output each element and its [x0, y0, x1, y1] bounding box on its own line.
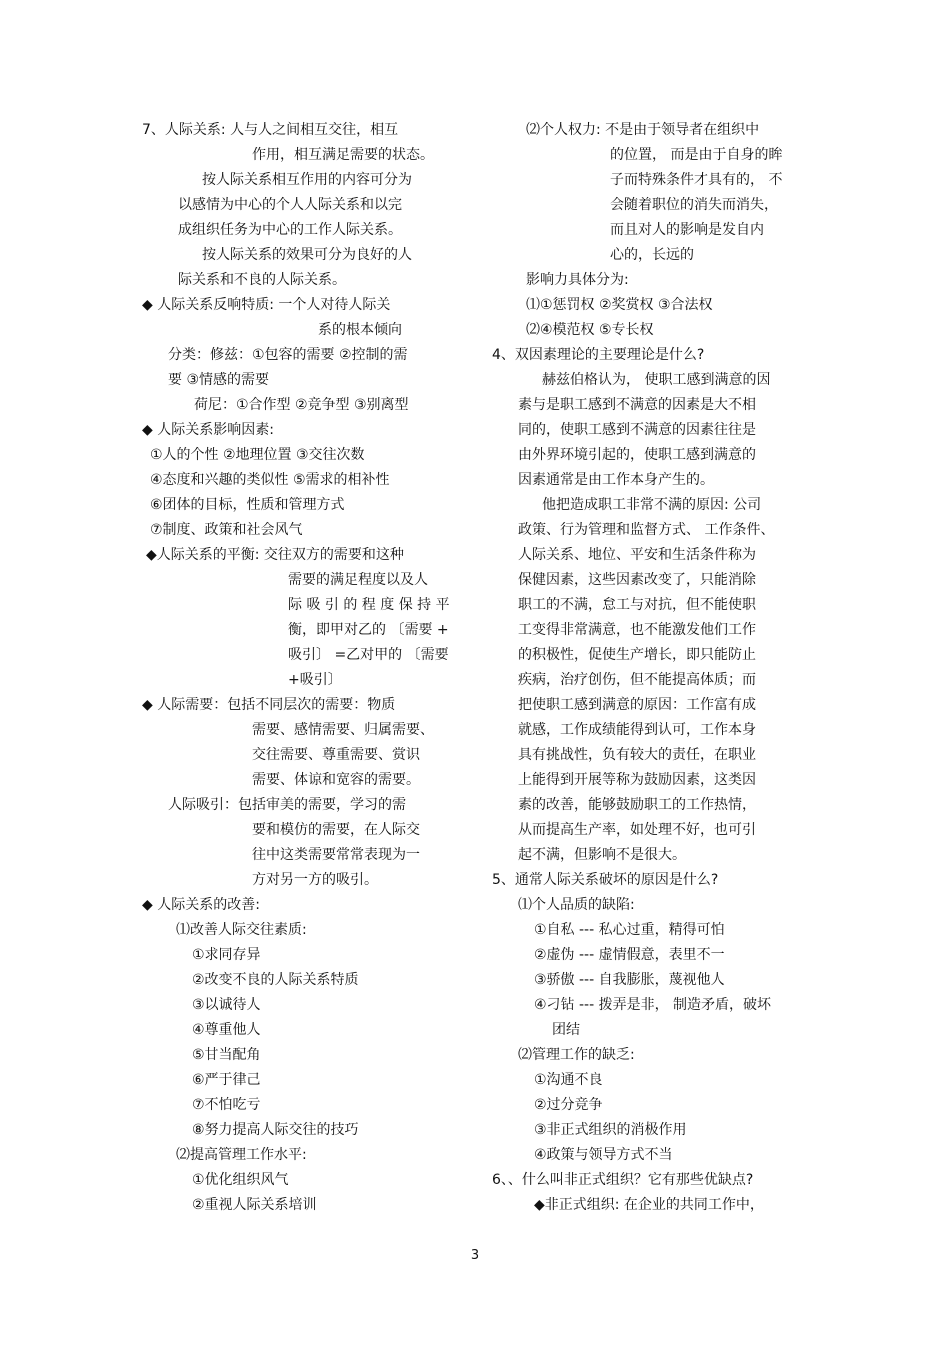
text-line: 按人际关系相互作用的内容可分为 [202, 172, 412, 188]
text-line: ①求同存异 [192, 947, 261, 963]
text-line: ◆ 人际关系反响特质: 一个人对待人际关 [142, 297, 391, 313]
text-line: 把使职工感到满意的原因：工作富有成 [518, 697, 756, 713]
text-line: ◆ 人际需要：包括不同层次的需要：物质 [142, 697, 396, 713]
text-line: 疾病，治疗创伤，但不能提高体质；而 [518, 672, 756, 688]
text-line: ③以诚待人 [192, 997, 261, 1013]
text-line: 5、通常人际关系破坏的原因是什么? [492, 872, 719, 888]
text-line: 素与是职工感到不满意的因素是大不相 [518, 397, 756, 413]
text-line: ②改变不良的人际关系特质 [192, 972, 359, 988]
text-line: 的位置， 而是由于自身的眸 [610, 147, 783, 163]
text-line: 他把造成职工非常不满的原因: 公司 [542, 497, 762, 513]
text-line: 需要的满足程度以及人 [288, 572, 428, 588]
text-line: 系的根本倾向 [318, 322, 402, 338]
text-line: 由外界环境引起的，使职工感到满意的 [518, 447, 756, 463]
text-line: 起不满，但影响不是很大。 [518, 847, 686, 863]
text-line: ⑦制度、政策和社会风气 [150, 522, 303, 538]
text-line: 同的，使职工感到不满意的因素往往是 [518, 422, 756, 438]
text-line: 职工的不满，怠工与对抗，但不能使职 [518, 597, 756, 613]
text-line: 6、、什么叫非正式组织？它有那些优缺点? [492, 1172, 754, 1188]
text-line: 的积极性，促使生产增长，即只能防止 [518, 647, 756, 663]
text-line: ④态度和兴趣的类似性 ⑤需求的相补性 [150, 472, 390, 488]
text-line: ①沟通不良 [534, 1072, 603, 1088]
text-line: ◆人际关系的平衡: 交往双方的需要和这种 [146, 547, 404, 563]
text-line: 4、双因素理论的主要理论是什么? [492, 347, 705, 363]
text-line: 要和模仿的需要，在人际交 [252, 822, 420, 838]
text-line: ③骄傲 --- 自我膨胀，蔑视他人 [534, 972, 725, 988]
text-line: 人际关系、地位、平安和生活条件称为 [518, 547, 756, 563]
text-line: ⑴个人品质的缺陷: [518, 897, 635, 913]
text-line: ④刁钻 --- 拨弄是非， 制造矛盾，破坏 [534, 997, 772, 1013]
text-line: ②过分竞争 [534, 1097, 603, 1113]
text-line: 人际吸引：包括审美的需要，学习的需 [168, 797, 406, 813]
text-line: 往中这类需要常常表现为一 [252, 847, 420, 863]
text-line: ◆ 人际关系的改善: [142, 897, 260, 913]
left-column [142, 118, 472, 1218]
text-line: ⑴①惩罚权 ②奖赏权 ③合法权 [526, 297, 713, 313]
text-line: ①人的个性 ②地理位置 ③交往次数 [150, 447, 365, 463]
text-line: 需要、体谅和宽容的需要。 [252, 772, 420, 788]
text-line: ①自私 --- 私心过重，精得可怕 [534, 922, 725, 938]
text-line: 按人际关系的效果可分为良好的人 [202, 247, 412, 263]
text-line: 赫兹伯格认为， 使职工感到满意的因 [542, 372, 771, 388]
text-line: ⑤甘当配角 [192, 1047, 261, 1063]
text-line: ②虚伪 --- 虚情假意，表里不一 [534, 947, 725, 963]
text-line: 吸引〕 =乙对甲的 〔需要 [288, 647, 449, 663]
page-number: 3 [470, 1248, 480, 1263]
text-line: 要 ③情感的需要 [168, 372, 270, 388]
text-line: 际关系和不良的人际关系。 [178, 272, 346, 288]
text-line: 衡，即甲对乙的 〔需要 + [288, 622, 449, 638]
text-line: 子而特殊条件才具有的， 不 [610, 172, 783, 188]
text-line: 际 吸 引 的 程 度 保 持 平 [288, 597, 450, 613]
text-line: 心的，长远的 [610, 247, 694, 263]
text-line: ②重视人际关系培训 [192, 1197, 317, 1213]
text-line: 交往需要、尊重需要、赏识 [252, 747, 420, 763]
text-line: 团结 [552, 1022, 580, 1038]
text-line: +吸引〕 [288, 672, 342, 688]
text-line: ④政策与领导方式不当 [534, 1147, 673, 1163]
text-line: 素的改善，能够鼓励职工的工作热情， [518, 797, 756, 813]
text-line: 就感，工作成绩能得到认可，工作本身 [518, 722, 756, 738]
text-line: 因素通常是由工作本身产生的。 [518, 472, 714, 488]
text-line: ④尊重他人 [192, 1022, 261, 1038]
text-line: ⑵④模范权 ⑤专长权 [526, 322, 654, 338]
text-line: ⑵管理工作的缺乏: [518, 1047, 635, 1063]
text-line: 荷尼：①合作型 ②竞争型 ③别离型 [194, 397, 409, 413]
text-line: ①优化组织风气 [192, 1172, 289, 1188]
text-line: 作用，相互满足需要的状态。 [252, 147, 434, 163]
text-line: ⑥团体的目标，性质和管理方式 [150, 497, 345, 513]
text-line: ⑵个人权力: 不是由于领导者在组织中 [526, 122, 760, 138]
text-line: 会随着职位的消失而消失， [610, 197, 778, 213]
text-line: ◆ 人际关系影响因素: [142, 422, 274, 438]
text-line: ◆非正式组织: 在企业的共同工作中， [534, 1197, 764, 1213]
text-line: 保健因素，这些因素改变了，只能消除 [518, 572, 756, 588]
text-line: 影响力具体分为: [526, 272, 629, 288]
text-line: 政策、行为管理和监督方式、 工作条件、 [518, 522, 775, 538]
text-line: 而且对人的影响是发自内 [610, 222, 764, 238]
text-line: 工变得非常满意，也不能激发他们工作 [518, 622, 756, 638]
text-line: 方对另一方的吸引。 [252, 872, 378, 888]
text-line: 上能得到开展等称为鼓励因素，这类因 [518, 772, 756, 788]
text-line: 以感情为中心的个人人际关系和以完 [178, 197, 402, 213]
text-line: 具有挑战性，负有较大的责任，在职业 [518, 747, 756, 763]
text-line: 分类：修兹：①包容的需要 ②控制的需 [168, 347, 408, 363]
text-line: 需要、感情需要、归属需要、 [252, 722, 434, 738]
text-line: ⑧努力提高人际交往的技巧 [192, 1122, 359, 1138]
text-line: ⑥严于律己 [192, 1072, 261, 1088]
text-line: ⑦不怕吃亏 [192, 1097, 261, 1113]
right-column [492, 118, 812, 1218]
text-line: 成组织任务为中心的工作人际关系。 [178, 222, 402, 238]
text-line: ⑴改善人际交往素质: [176, 922, 307, 938]
text-line: ③非正式组织的消极作用 [534, 1122, 687, 1138]
text-line: ⑵提高管理工作水平: [176, 1147, 307, 1163]
text-line: 7、人际关系: 人与人之间相互交往，相互 [142, 122, 399, 138]
text-line: 从而提高生产率，如处理不好，也可引 [518, 822, 756, 838]
